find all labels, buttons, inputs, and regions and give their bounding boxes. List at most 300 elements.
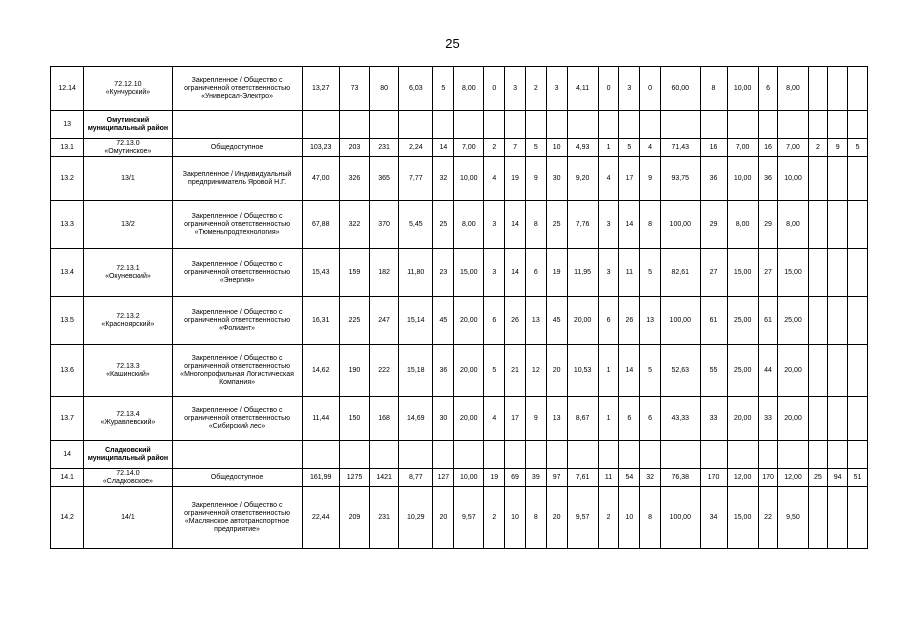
value-cell: 3 (598, 201, 619, 249)
value-cell: 23 (433, 249, 454, 297)
value-cell: 15,18 (399, 345, 433, 397)
row-number-cell: 14 (51, 441, 84, 469)
value-cell: 190 (339, 345, 369, 397)
value-cell: 150 (339, 397, 369, 441)
value-cell: 19 (484, 469, 505, 487)
value-cell: 12,00 (727, 469, 758, 487)
value-cell: 9 (525, 157, 546, 201)
value-cell (848, 441, 868, 469)
value-cell: 5 (484, 345, 505, 397)
value-cell (399, 111, 433, 139)
value-cell: 2 (484, 487, 505, 549)
value-cell: 25 (546, 201, 567, 249)
ownership-type-cell: Закрепленное / Общество с ограниченной ответственностью «Многопрофильная Логистическая Компания» (172, 345, 302, 397)
value-cell: 9,57 (567, 487, 598, 549)
value-cell (828, 397, 848, 441)
value-cell: 8,00 (454, 67, 484, 111)
value-cell: 1275 (339, 469, 369, 487)
table-row (51, 487, 868, 549)
value-cell: 15,00 (727, 249, 758, 297)
value-cell: 22 (758, 487, 778, 549)
value-cell (484, 111, 505, 139)
value-cell (828, 249, 848, 297)
value-cell: 8,00 (778, 201, 808, 249)
value-cell: 100,00 (661, 201, 700, 249)
ownership-type-cell: Закрепленное / Общество с ограниченной ответственностью «Тюменьпродтехнология» (172, 201, 302, 249)
value-cell (828, 201, 848, 249)
value-cell (848, 157, 868, 201)
value-cell: 25,00 (727, 345, 758, 397)
ownership-type-cell (172, 441, 302, 469)
value-cell: 209 (339, 487, 369, 549)
value-cell: 20 (433, 487, 454, 549)
value-cell: 7,76 (567, 201, 598, 249)
table-row (51, 345, 868, 397)
value-cell: 225 (339, 297, 369, 345)
value-cell (525, 111, 546, 139)
value-cell: 8,77 (399, 469, 433, 487)
value-cell: 27 (700, 249, 727, 297)
table-row (51, 297, 868, 345)
value-cell: 25 (433, 201, 454, 249)
value-cell: 69 (505, 469, 526, 487)
object-name-cell: Сладковский муниципальный район (84, 441, 172, 469)
ownership-type-cell: Закрепленное / Общество с ограниченной ответственностью «Универсал-Электро» (172, 67, 302, 111)
value-cell (808, 397, 828, 441)
page-number: 25 (445, 36, 460, 51)
value-cell: 3 (484, 201, 505, 249)
value-cell: 11 (619, 249, 640, 297)
value-cell: 25,00 (727, 297, 758, 345)
value-cell: 10,00 (454, 469, 484, 487)
value-cell (848, 111, 868, 139)
value-cell (567, 111, 598, 139)
value-cell: 13 (640, 297, 661, 345)
value-cell: 6 (525, 249, 546, 297)
value-cell (339, 441, 369, 469)
value-cell (454, 441, 484, 469)
value-cell (700, 111, 727, 139)
value-cell: 7 (505, 139, 526, 157)
value-cell: 6 (598, 297, 619, 345)
value-cell: 9,20 (567, 157, 598, 201)
row-number-cell: 13.7 (51, 397, 84, 441)
value-cell: 8,00 (454, 201, 484, 249)
value-cell (828, 441, 848, 469)
value-cell: 51 (848, 469, 868, 487)
value-cell: 11,95 (567, 249, 598, 297)
value-cell: 3 (598, 249, 619, 297)
value-cell (808, 487, 828, 549)
value-cell: 20,00 (454, 297, 484, 345)
value-cell: 100,00 (661, 297, 700, 345)
value-cell: 4 (598, 157, 619, 201)
value-cell (598, 111, 619, 139)
value-cell: 14 (505, 201, 526, 249)
value-cell: 14 (619, 201, 640, 249)
value-cell: 2 (808, 139, 828, 157)
value-cell (661, 441, 700, 469)
value-cell: 7,77 (399, 157, 433, 201)
value-cell: 10,00 (727, 67, 758, 111)
value-cell: 127 (433, 469, 454, 487)
value-cell: 10 (546, 139, 567, 157)
value-cell: 5 (848, 139, 868, 157)
table-row (51, 249, 868, 297)
value-cell (546, 441, 567, 469)
value-cell: 1 (598, 397, 619, 441)
value-cell: 26 (505, 297, 526, 345)
value-cell (808, 111, 828, 139)
value-cell: 14 (433, 139, 454, 157)
value-cell: 52,63 (661, 345, 700, 397)
object-name-cell: 13/2 (84, 201, 172, 249)
table-row (51, 111, 868, 139)
value-cell: 30 (546, 157, 567, 201)
value-cell: 15,00 (778, 249, 808, 297)
value-cell: 10,00 (454, 157, 484, 201)
value-cell: 3 (484, 249, 505, 297)
value-cell (758, 111, 778, 139)
value-cell (661, 111, 700, 139)
value-cell: 20 (546, 487, 567, 549)
object-name-cell: 72.12.10 «Кунчурский» (84, 67, 172, 111)
value-cell (727, 111, 758, 139)
value-cell: 2 (525, 67, 546, 111)
value-cell: 5 (433, 67, 454, 111)
value-cell: 61 (700, 297, 727, 345)
value-cell: 20,00 (567, 297, 598, 345)
value-cell: 222 (370, 345, 399, 397)
value-cell: 13 (525, 297, 546, 345)
value-cell (567, 441, 598, 469)
value-cell: 30 (433, 397, 454, 441)
value-cell: 11,44 (302, 397, 339, 441)
value-cell: 14,62 (302, 345, 339, 397)
value-cell: 67,88 (302, 201, 339, 249)
value-cell: 9 (828, 139, 848, 157)
value-cell (828, 157, 848, 201)
value-cell (339, 111, 369, 139)
value-cell: 8 (525, 201, 546, 249)
value-cell: 8 (640, 201, 661, 249)
ownership-type-cell: Общедоступное (172, 469, 302, 487)
value-cell (848, 345, 868, 397)
value-cell: 15,43 (302, 249, 339, 297)
value-cell: 9,50 (778, 487, 808, 549)
value-cell: 39 (525, 469, 546, 487)
value-cell (848, 487, 868, 549)
ownership-type-cell: Закрепленное / Общество с ограниченной ответственностью «Фолиант» (172, 297, 302, 345)
value-cell: 8 (700, 67, 727, 111)
value-cell: 43,33 (661, 397, 700, 441)
value-cell: 82,61 (661, 249, 700, 297)
value-cell (808, 345, 828, 397)
value-cell: 80 (370, 67, 399, 111)
ownership-type-cell (172, 111, 302, 139)
value-cell: 100,00 (661, 487, 700, 549)
value-cell: 45 (546, 297, 567, 345)
value-cell: 5 (619, 139, 640, 157)
value-cell (619, 441, 640, 469)
value-cell: 44 (758, 345, 778, 397)
value-cell (598, 441, 619, 469)
value-cell: 25,00 (778, 297, 808, 345)
value-cell: 10 (619, 487, 640, 549)
value-cell: 94 (828, 469, 848, 487)
row-number-cell: 13.4 (51, 249, 84, 297)
value-cell: 33 (700, 397, 727, 441)
value-cell: 16 (700, 139, 727, 157)
object-name-cell: 72.13.3 «Кашинский» (84, 345, 172, 397)
value-cell: 3 (505, 67, 526, 111)
value-cell: 36 (433, 345, 454, 397)
value-cell: 20 (546, 345, 567, 397)
row-number-cell: 13.2 (51, 157, 84, 201)
value-cell: 4,93 (567, 139, 598, 157)
value-cell: 6 (484, 297, 505, 345)
value-cell (370, 111, 399, 139)
value-cell: 22,44 (302, 487, 339, 549)
value-cell (640, 111, 661, 139)
value-cell: 8,00 (778, 67, 808, 111)
value-cell (808, 297, 828, 345)
value-cell: 20,00 (454, 345, 484, 397)
value-cell: 32 (640, 469, 661, 487)
value-cell: 8 (525, 487, 546, 549)
value-cell: 5 (640, 345, 661, 397)
value-cell: 231 (370, 487, 399, 549)
value-cell: 73 (339, 67, 369, 111)
value-cell (433, 111, 454, 139)
value-cell: 10,00 (727, 157, 758, 201)
value-cell: 12,00 (778, 469, 808, 487)
ownership-type-cell: Закрепленное / Общество с ограниченной ответственностью «Сибирский лес» (172, 397, 302, 441)
value-cell: 7,00 (454, 139, 484, 157)
object-name-cell: Омутинский муниципальный район (84, 111, 172, 139)
value-cell: 76,38 (661, 469, 700, 487)
value-cell: 6 (640, 397, 661, 441)
value-cell: 26 (619, 297, 640, 345)
value-cell (848, 67, 868, 111)
value-cell: 170 (700, 469, 727, 487)
value-cell (525, 441, 546, 469)
value-cell (808, 249, 828, 297)
value-cell: 231 (370, 139, 399, 157)
ownership-type-cell: Закрепленное / Общество с ограниченной ответственностью «Маслянское автотранспортное предприятие» (172, 487, 302, 549)
value-cell (828, 111, 848, 139)
value-cell (848, 297, 868, 345)
value-cell: 9 (640, 157, 661, 201)
value-cell: 4 (484, 157, 505, 201)
value-cell: 5 (640, 249, 661, 297)
value-cell: 0 (484, 67, 505, 111)
value-cell: 14 (505, 249, 526, 297)
value-cell (640, 441, 661, 469)
value-cell: 6 (619, 397, 640, 441)
value-cell: 5,45 (399, 201, 433, 249)
value-cell: 19 (546, 249, 567, 297)
value-cell (302, 441, 339, 469)
value-cell: 10,29 (399, 487, 433, 549)
value-cell: 47,00 (302, 157, 339, 201)
value-cell: 4 (640, 139, 661, 157)
value-cell: 7,00 (778, 139, 808, 157)
value-cell: 16,31 (302, 297, 339, 345)
value-cell: 34 (700, 487, 727, 549)
value-cell: 168 (370, 397, 399, 441)
table-row (51, 139, 868, 157)
table-row (51, 441, 868, 469)
value-cell: 11,80 (399, 249, 433, 297)
value-cell: 45 (433, 297, 454, 345)
value-cell: 370 (370, 201, 399, 249)
value-cell: 9 (525, 397, 546, 441)
value-cell: 19 (505, 157, 526, 201)
value-cell: 17 (619, 157, 640, 201)
object-name-cell: 72.14.0 «Сладковское» (84, 469, 172, 487)
table-row (51, 67, 868, 111)
value-cell: 55 (700, 345, 727, 397)
ownership-type-cell: Закрепленное / Индивидуальный предприниматель Яровой Н.Г. (172, 157, 302, 201)
object-name-cell: 72.13.0 «Омутинское» (84, 139, 172, 157)
value-cell (454, 111, 484, 139)
value-cell: 2,24 (399, 139, 433, 157)
value-cell (433, 441, 454, 469)
value-cell (808, 201, 828, 249)
row-number-cell: 13.5 (51, 297, 84, 345)
value-cell (700, 441, 727, 469)
value-cell: 8,67 (567, 397, 598, 441)
row-number-cell: 13.3 (51, 201, 84, 249)
value-cell: 14 (619, 345, 640, 397)
value-cell (484, 441, 505, 469)
object-name-cell: 72.13.4 «Журавлевский» (84, 397, 172, 441)
value-cell: 7,61 (567, 469, 598, 487)
value-cell (808, 441, 828, 469)
value-cell: 1 (598, 139, 619, 157)
value-cell: 8,00 (727, 201, 758, 249)
value-cell: 36 (700, 157, 727, 201)
value-cell: 15,00 (454, 249, 484, 297)
value-cell (619, 111, 640, 139)
value-cell: 60,00 (661, 67, 700, 111)
value-cell: 161,99 (302, 469, 339, 487)
table-row (51, 469, 868, 487)
value-cell: 203 (339, 139, 369, 157)
row-number-cell: 12.14 (51, 67, 84, 111)
value-cell: 97 (546, 469, 567, 487)
value-cell: 61 (758, 297, 778, 345)
value-cell: 11 (598, 469, 619, 487)
ownership-type-cell: Закрепленное / Общество с ограниченной ответственностью «Энергия» (172, 249, 302, 297)
value-cell: 2 (484, 139, 505, 157)
value-cell: 326 (339, 157, 369, 201)
value-cell: 1 (598, 345, 619, 397)
value-cell: 0 (598, 67, 619, 111)
value-cell: 33 (758, 397, 778, 441)
table-row (51, 397, 868, 441)
value-cell (828, 67, 848, 111)
ownership-type-cell: Общедоступное (172, 139, 302, 157)
value-cell: 32 (433, 157, 454, 201)
value-cell: 36 (758, 157, 778, 201)
row-number-cell: 14.2 (51, 487, 84, 549)
value-cell: 103,23 (302, 139, 339, 157)
value-cell (808, 157, 828, 201)
value-cell: 12 (525, 345, 546, 397)
value-cell: 20,00 (454, 397, 484, 441)
value-cell (828, 297, 848, 345)
value-cell: 4,11 (567, 67, 598, 111)
value-cell: 322 (339, 201, 369, 249)
value-cell: 15,00 (727, 487, 758, 549)
value-cell: 71,43 (661, 139, 700, 157)
value-cell (505, 441, 526, 469)
value-cell (828, 345, 848, 397)
value-cell: 15,14 (399, 297, 433, 345)
row-number-cell: 14.1 (51, 469, 84, 487)
value-cell: 7,00 (727, 139, 758, 157)
value-cell: 54 (619, 469, 640, 487)
value-cell: 29 (758, 201, 778, 249)
value-cell: 20,00 (727, 397, 758, 441)
value-cell: 21 (505, 345, 526, 397)
value-cell: 10,53 (567, 345, 598, 397)
value-cell: 93,75 (661, 157, 700, 201)
value-cell: 10 (505, 487, 526, 549)
row-number-cell: 13.1 (51, 139, 84, 157)
value-cell (546, 111, 567, 139)
value-cell (370, 441, 399, 469)
row-number-cell: 13.6 (51, 345, 84, 397)
value-cell: 5 (525, 139, 546, 157)
value-cell: 14,69 (399, 397, 433, 441)
value-cell: 20,00 (778, 345, 808, 397)
value-cell: 17 (505, 397, 526, 441)
data-table (50, 66, 868, 549)
value-cell: 182 (370, 249, 399, 297)
value-cell: 9,57 (454, 487, 484, 549)
object-name-cell: 72.13.2 «Красноярский» (84, 297, 172, 345)
value-cell (758, 441, 778, 469)
object-name-cell: 72.13.1 «Окуневский» (84, 249, 172, 297)
value-cell: 170 (758, 469, 778, 487)
value-cell (848, 201, 868, 249)
value-cell: 10,00 (778, 157, 808, 201)
value-cell (399, 441, 433, 469)
table-row (51, 201, 868, 249)
value-cell: 16 (758, 139, 778, 157)
value-cell: 27 (758, 249, 778, 297)
value-cell: 29 (700, 201, 727, 249)
value-cell: 247 (370, 297, 399, 345)
row-number-cell: 13 (51, 111, 84, 139)
value-cell: 13,27 (302, 67, 339, 111)
value-cell (778, 111, 808, 139)
value-cell (302, 111, 339, 139)
value-cell: 2 (598, 487, 619, 549)
value-cell: 20,00 (778, 397, 808, 441)
value-cell: 1421 (370, 469, 399, 487)
object-name-cell: 13/1 (84, 157, 172, 201)
value-cell: 25 (808, 469, 828, 487)
value-cell: 4 (484, 397, 505, 441)
table-row (51, 157, 868, 201)
value-cell: 6,03 (399, 67, 433, 111)
value-cell (808, 67, 828, 111)
value-cell (505, 111, 526, 139)
